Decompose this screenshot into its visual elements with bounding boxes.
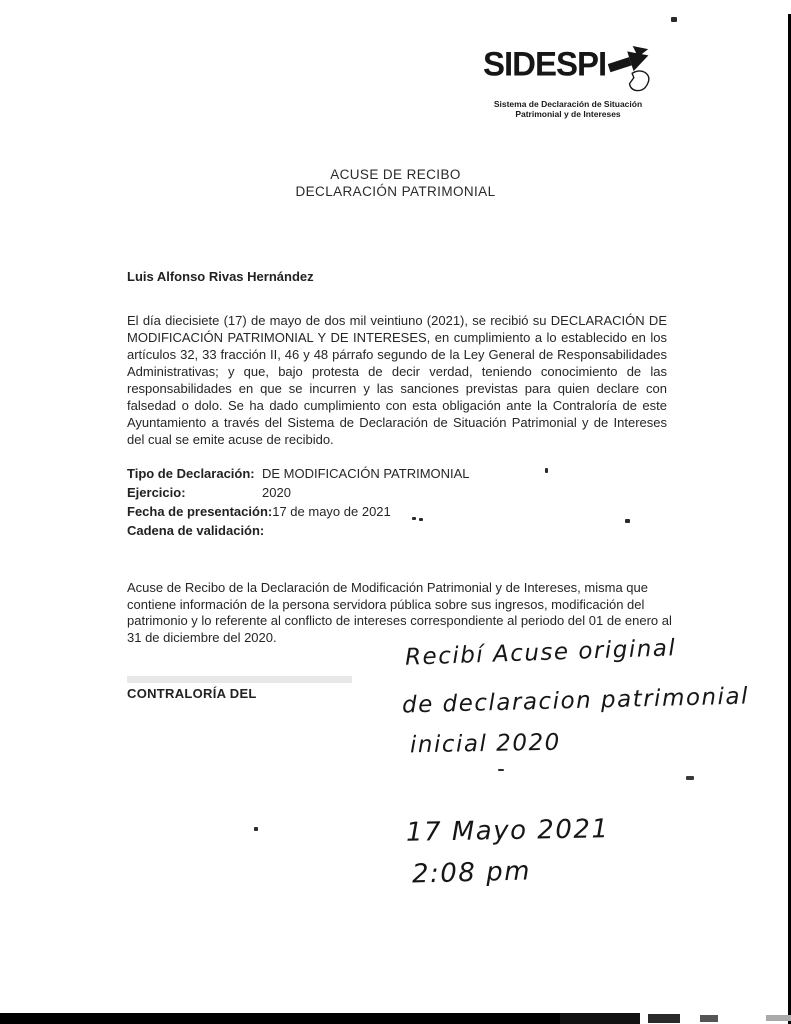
handwritten-note-line2: de declaracion patrimonial xyxy=(401,683,750,719)
body-paragraph: El día diecisiete (17) de mayo de dos mil veintiuno (2021), se recibió su DECLARACIÓN DE MODIFICACIÓN PATRIMONIAL Y DE INTERESES, en cumplimiento a lo establecido en los artículos 32, 33 fracción II, 46 y 48 párrafo segundo de la Ley General de Responsabilidades Administrativas; y que, bajo protesta de decir verdad, teniendo conocimiento de las responsabilidades en que se incurren y las sanciones previstas para quien declare con falsedad o dolo. Se ha dado cumplimiento con esta obligación ante la Contraloría de este Ayuntamiento a través del Sistema de Declaración de Situación Patrimonial y de Intereses del cual se emite acuse de recibido. xyxy=(127,313,667,447)
recipient-name: Luis Alfonso Rivas Hernández xyxy=(127,269,314,284)
document-title xyxy=(0,166,791,200)
scan-bar-segment xyxy=(700,1015,718,1022)
handwritten-note-line1: Recibí Acuse original xyxy=(404,635,677,671)
scan-speck xyxy=(545,468,548,473)
scan-speck xyxy=(412,517,416,520)
field-row-cadena xyxy=(127,521,470,540)
field-value-fecha: 17 de mayo de 2021 xyxy=(272,504,391,519)
field-value-ejercicio: 2020 xyxy=(262,485,291,500)
field-label-cadena: Cadena de validación: xyxy=(127,523,265,538)
double-arrow-right-icon xyxy=(608,40,653,98)
scan-speck xyxy=(671,17,677,22)
field-label-fecha: Fecha de presentación: xyxy=(127,504,273,519)
sidespi-logo xyxy=(483,46,653,119)
field-label-tipo: Tipo de Declaración: xyxy=(127,466,255,481)
scan-bar-segment xyxy=(766,1015,791,1021)
sidespi-tagline-line1: Sistema de Declaración de Situación xyxy=(493,99,643,109)
field-row-tipo xyxy=(127,464,470,483)
scan-smudge xyxy=(127,676,352,683)
title-line1: ACUSE DE RECIBO xyxy=(330,167,461,182)
scan-speck xyxy=(498,769,504,771)
signature-line: CONTRALORÍA DEL xyxy=(127,686,257,701)
scan-bar-segment xyxy=(560,1013,640,1024)
scan-bar-segment xyxy=(648,1014,680,1023)
field-label-ejercicio: Ejercicio: xyxy=(127,485,186,500)
sidespi-tagline-line2: Patrimonial y de Intereses xyxy=(515,109,621,119)
handwritten-time: 2:08 pm xyxy=(411,856,532,890)
scan-speck xyxy=(254,827,258,831)
sidespi-tagline xyxy=(483,99,653,119)
scan-speck xyxy=(419,518,423,521)
declaration-fields xyxy=(127,464,470,540)
summary-paragraph: Acuse de Recibo de la Declaración de Modificación Patrimonial y de Intereses, misma que contiene información de la persona servidora pública sobre sus ingresos, modificación del patrimonio y lo referente al conflicto de intereses correspondiente al periodo del 01 de enero al 31 de diciembre del 2020. xyxy=(127,580,672,645)
scan-bar-bottom xyxy=(0,1013,560,1024)
handwritten-date: 17 Mayo 2021 xyxy=(405,814,610,848)
field-value-tipo: DE MODIFICACIÓN PATRIMONIAL xyxy=(262,466,470,481)
title-line2: DECLARACIÓN PATRIMONIAL xyxy=(295,184,496,199)
sidespi-logo-text: SIDESPI xyxy=(483,44,607,83)
scan-speck xyxy=(625,519,630,523)
scan-speck xyxy=(686,776,694,780)
handwritten-note-line3: inicial 2020 xyxy=(409,729,561,759)
field-row-ejercicio xyxy=(127,483,470,502)
sidespi-logo-row xyxy=(483,46,653,98)
